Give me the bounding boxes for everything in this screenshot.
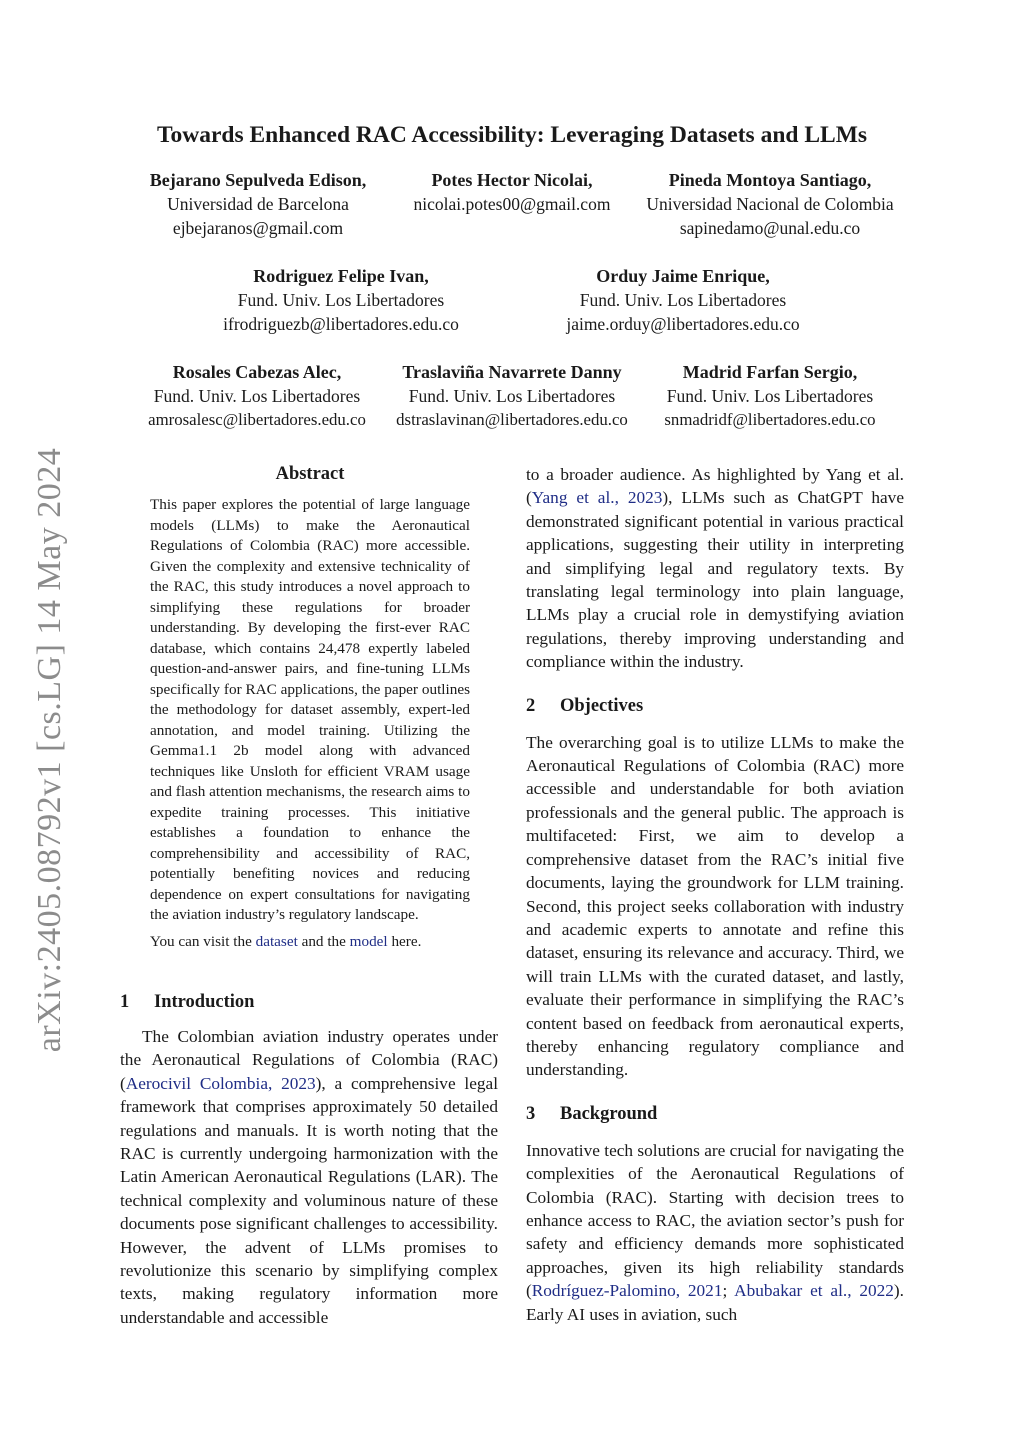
author-email: nicolai.potes00@gmail.com xyxy=(413,194,611,214)
author-email: snmadridf@libertadores.edu.co xyxy=(664,410,876,429)
paragraph-text: ), a comprehensive legal framework that comprises approximately 50 detailed regulations and manuals. It is worth noting that the RAC is currently undergoing harmonization with the Latin American Aeronautical Regulations (LAR). The technical complexity and voluminous nature of these documents pose significant challenges to accessibility. However, the advent of LLMs promises to revolutionize this scenario by simplifying complex texts, making regulatory information more understandable and accessible xyxy=(120,1073,498,1327)
author-name: Rodriguez Felipe Ivan, xyxy=(253,266,429,286)
section-title: Introduction xyxy=(154,992,255,1012)
paragraph-text: Innovative tech solutions are crucial for navigating the complexities of the Aeronautical Regulations of Colombia (RAC). Starting with decision trees to enhance access to RAC, the aviation sector’s push for safety and efficiency demands more sophisticated approaches, given its high reliability standards ( xyxy=(526,1140,904,1301)
section-number: 3 xyxy=(526,1103,536,1124)
background-paragraph xyxy=(526,1139,904,1326)
section-number: 2 xyxy=(526,695,536,716)
author-email: amrosalesc@libertadores.edu.co xyxy=(148,410,366,429)
abstract-links xyxy=(150,932,470,953)
abstract-visit-text: You can visit the xyxy=(150,932,252,950)
introduction-heading xyxy=(120,992,498,1013)
author-affiliation: Fund. Univ. Los Libertadores xyxy=(237,290,445,310)
abstract xyxy=(150,464,470,952)
abstract-heading: Abstract xyxy=(275,464,345,484)
objectives-heading xyxy=(526,696,904,717)
author-name: Traslaviña Navarrete Danny xyxy=(402,362,622,382)
author-block xyxy=(200,264,482,336)
background-heading xyxy=(526,1104,904,1125)
author-block xyxy=(540,264,826,336)
author-name: Potes Hector Nicolai, xyxy=(431,170,593,190)
paragraph-text: The Colombian aviation industry operates under the Aeronautical Regulations of Colombia (RAC) ( xyxy=(120,1027,498,1093)
author-email: jaime.orduy@libertadores.edu.co xyxy=(566,314,800,334)
citation-link[interactable]: Aerocivil Colombia, 2023 xyxy=(125,1073,316,1093)
author-name: Bejarano Sepulveda Edison, xyxy=(149,170,367,190)
paragraph-text: to a broader audience. As highlighted by Yang et al. ( xyxy=(526,465,904,508)
arxiv-identifier xyxy=(20,440,80,1060)
objectives-paragraph: The overarching goal is to utilize LLMs to make the Aeronautical Regulations of Colombia (RAC) more accessible and understandable for both aviation professionals and the general public. The approach is multifaceted: First, we aim to develop a comprehensive dataset from the RAC’s initial five documents, laying the groundwork for LLM training. Second, this project seeks collaboration with industry and academic experts to annotate and refine this dataset, ensuring its relevance and accuracy. Third, we will train LLMs with the curated dataset, and lastly, evaluate their performance in simplifying the RAC’s content based on feedback from aeronautical experts, thereby enhancing regulatory compliance and understanding. xyxy=(526,732,904,1080)
author-affiliation: Fund. Univ. Los Libertadores xyxy=(579,290,787,310)
author-affiliation: Universidad Nacional de Colombia xyxy=(646,194,894,214)
paper-title: Towards Enhanced RAC Accessibility: Leveraging Datasets and LLMs xyxy=(156,122,868,148)
author-block xyxy=(646,360,894,432)
abstract-visit-text: here. xyxy=(391,932,422,950)
author-name: Orduy Jaime Enrique, xyxy=(596,266,770,286)
model-link[interactable]: model xyxy=(349,932,388,950)
section-title: Objectives xyxy=(560,695,644,716)
author-name: Rosales Cabezas Alec, xyxy=(172,362,342,382)
author-block xyxy=(392,168,632,216)
section-number: 1 xyxy=(120,992,130,1012)
author-email: dstraslavinan@libertadores.edu.co xyxy=(396,410,628,429)
dataset-link[interactable]: dataset xyxy=(255,932,298,950)
author-affiliation: Fund. Univ. Los Libertadores xyxy=(666,386,874,406)
author-affiliation: Fund. Univ. Los Libertadores xyxy=(408,386,616,406)
abstract-visit-text: and the xyxy=(301,932,346,950)
citation-link[interactable]: Abubakar et al., 2022 xyxy=(734,1281,894,1301)
paragraph-text: ; xyxy=(722,1281,735,1301)
right-column xyxy=(526,463,904,1326)
introduction-continued xyxy=(526,463,904,674)
abstract-text: This paper explores the potential of large language models (LLMs) to make the Aeronautical Regulations of Colombia (RAC) more accessible. Given the complexity and extensive technicality of the RAC, this study introduces a novel approach to simplifying these regulations for broader understanding. By developing the first-ever RAC database, which contains 24,478 expertly labeled question-and-answer pairs, and fine-tuning LLMs specifically for RAC applications, the paper outlines the methodology for dataset assembly, expert-led annotation, and model training. Utilizing the Gemma1.1 2b model along with advanced techniques like Unsloth for efficient VRAM usage and flash attention mechanisms, the research aims to expedite training processes. This initiative establishes a foundation to enhance the comprehensibility and accessibility of RAC, potentially benefiting novices and reducing dependence on expert consultations for navigating the aviation industry’s regulatory landscape. xyxy=(150,496,470,923)
arxiv-identifier-text: arXiv:2405.08792v1 [cs.LG] 14 May 2024 xyxy=(31,447,68,1053)
author-block xyxy=(128,360,386,432)
paragraph-text: ). Early AI uses in aviation, such xyxy=(526,1281,904,1324)
paragraph-text: ), LLMs such as ChatGPT have demonstrated significant potential in various practical applications, suggesting their utility in interpreting and simplifying legal and regulatory texts. By translating legal terminology into plain language, LLMs play a crucial role in demystifying aviation regulations, thereby improving understanding and compliance within the industry. xyxy=(526,488,904,672)
author-name: Madrid Farfan Sergio, xyxy=(682,362,858,382)
author-affiliation: Universidad de Barcelona xyxy=(167,194,349,214)
author-email: sapinedamo@unal.edu.co xyxy=(679,218,861,238)
author-email: ejbejaranos@gmail.com xyxy=(172,218,344,238)
author-affiliation: Fund. Univ. Los Libertadores xyxy=(153,386,361,406)
introduction-section xyxy=(120,992,498,1329)
introduction-paragraph xyxy=(120,1025,498,1329)
author-name: Pineda Montoya Santiago, xyxy=(668,170,872,190)
section-title: Background xyxy=(560,1103,658,1124)
citation-link[interactable]: Rodríguez-Palomino, 2021 xyxy=(531,1281,723,1301)
author-block xyxy=(118,168,398,240)
author-block xyxy=(380,360,644,432)
citation-link[interactable]: Yang et al., 2023 xyxy=(531,488,663,508)
author-email: ifrodriguezb@libertadores.edu.co xyxy=(223,314,459,334)
author-block xyxy=(630,168,910,240)
